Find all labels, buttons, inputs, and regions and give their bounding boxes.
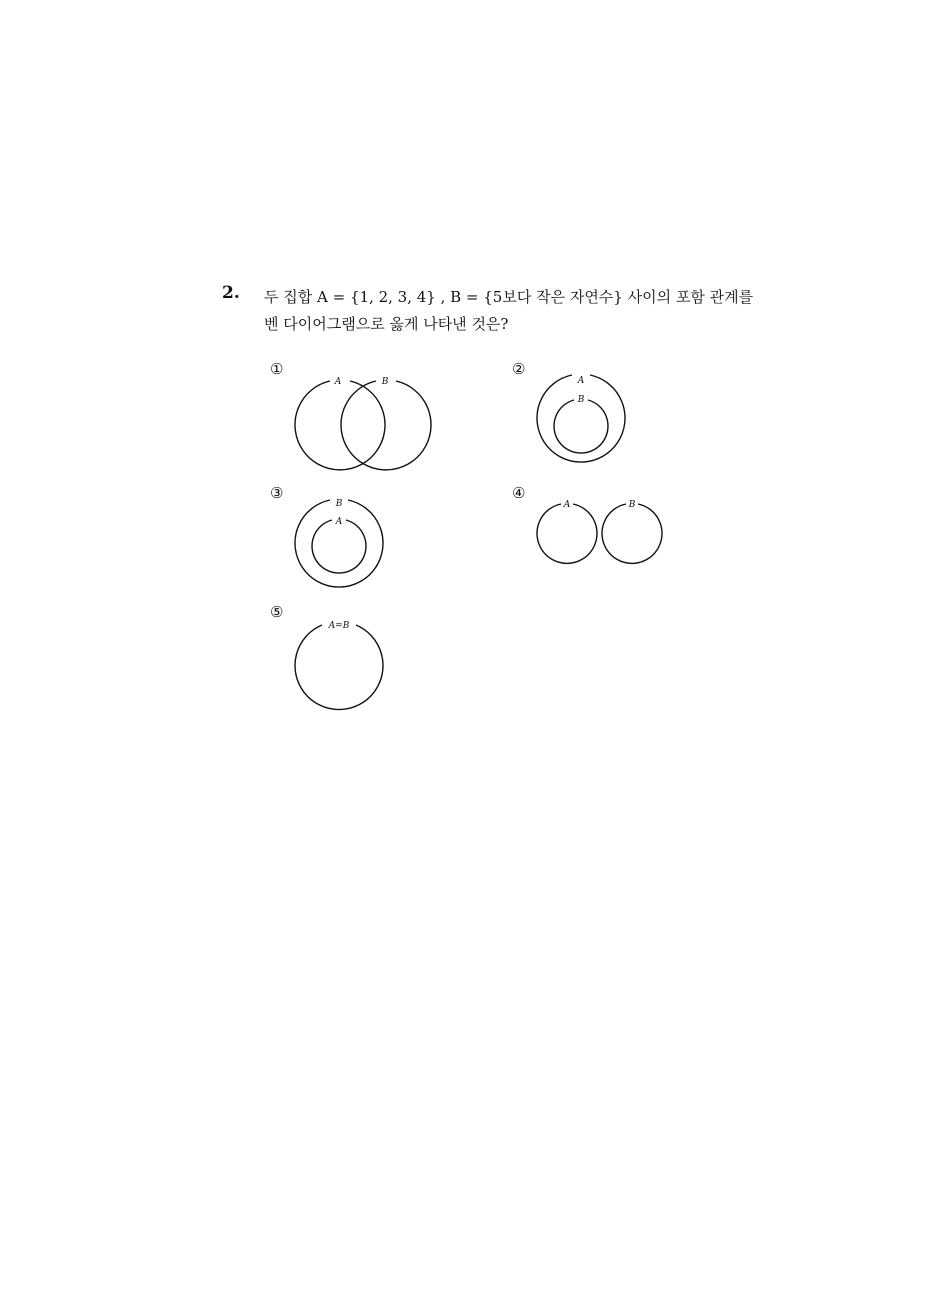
option-1-label-a: A — [334, 377, 342, 387]
option-5-circle — [295, 625, 383, 710]
option-4-circle-a — [537, 504, 597, 563]
option-4-label-b: B — [628, 500, 636, 510]
option-3-label-b: B — [335, 499, 343, 509]
option-2-label-a: A — [577, 376, 585, 386]
option-4-mark[interactable]: ④ — [512, 484, 526, 502]
option-1-diagram — [295, 377, 431, 470]
option-2-mark[interactable]: ② — [512, 360, 526, 378]
option-2-circle-b — [554, 400, 608, 453]
option-5-diagram — [295, 621, 383, 710]
option-1-mark[interactable]: ① — [270, 360, 284, 378]
option-1-label-b: B — [381, 377, 389, 387]
option-3-circle-a — [312, 520, 366, 573]
option-3-circle-b — [295, 500, 383, 587]
option-3-mark[interactable]: ③ — [270, 484, 284, 502]
option-5-mark[interactable]: ⑤ — [270, 603, 284, 621]
option-2-label-b: B — [577, 395, 585, 405]
option-1-circle-a — [295, 381, 385, 470]
option-4-label-a: A — [563, 500, 571, 510]
option-5-label: A=B — [328, 621, 350, 631]
question-number: 2. — [222, 283, 240, 303]
option-4-diagram — [537, 500, 662, 563]
option-4-circle-b — [602, 504, 662, 563]
option-2-circle-a — [537, 375, 625, 462]
option-1-circle-b — [341, 381, 431, 470]
option-3-diagram — [295, 499, 383, 587]
question-text-line-1: 두 집합 A = {1, 2, 3, 4} , B = {5보다 작은 자연수} 사이의 포함 관계를 — [264, 288, 754, 306]
question-text-line-2: 벤 다이어그램으로 옳게 나타낸 것은? — [264, 315, 509, 333]
option-3-label-a: A — [335, 517, 343, 527]
option-2-diagram — [537, 375, 625, 462]
